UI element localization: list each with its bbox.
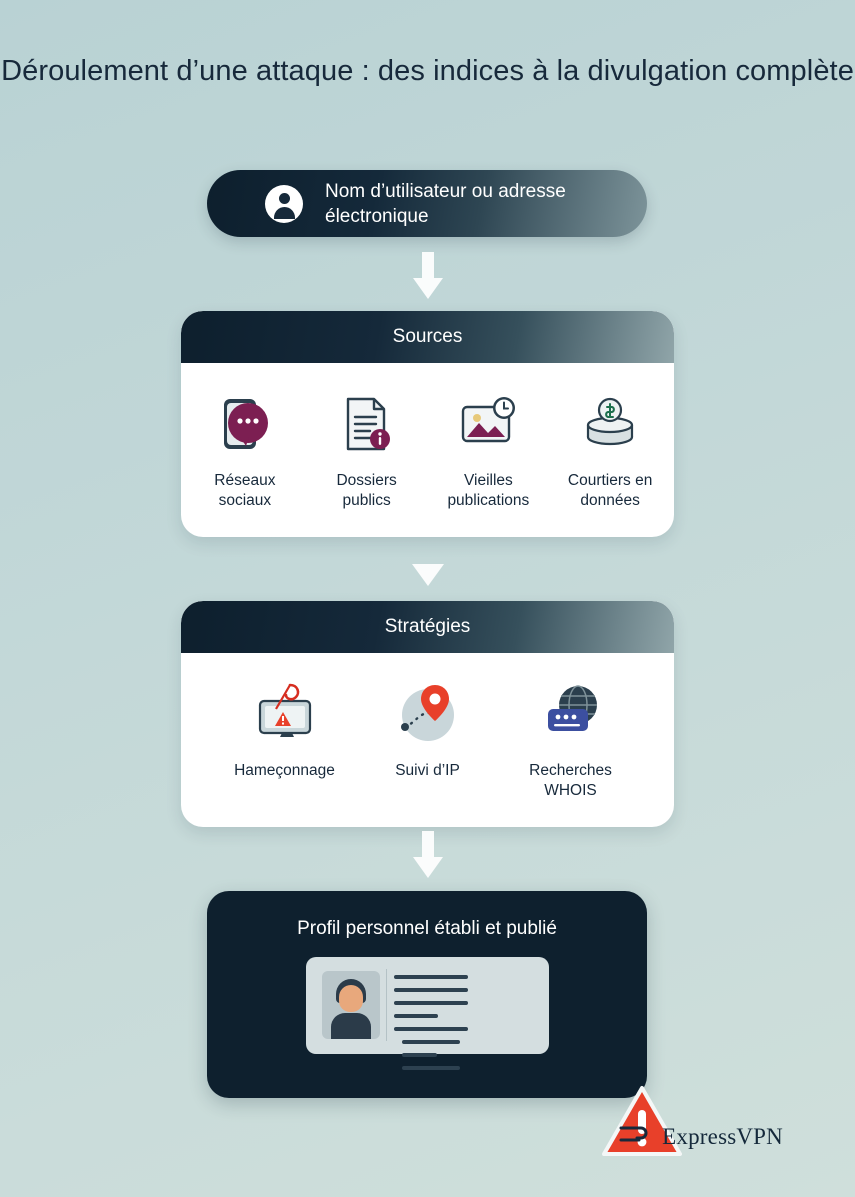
photo-body xyxy=(331,1013,371,1039)
input-pill xyxy=(207,170,647,237)
brand-logo xyxy=(618,1121,783,1152)
whois-globe-database-icon xyxy=(519,679,622,749)
expressvpn-logo-icon xyxy=(618,1121,652,1152)
item-label: Recherches WHOIS xyxy=(529,762,612,799)
social-chat-phone-icon xyxy=(199,389,291,459)
page-title: Déroulement d’une attaque : des indices à la divulgation complète xyxy=(1,55,854,87)
section-strategies-items xyxy=(181,653,674,827)
user-avatar-icon xyxy=(265,185,303,223)
item-vieilles-publications[interactable] xyxy=(443,389,535,511)
old-photo-clock-icon xyxy=(443,389,535,459)
id-line xyxy=(394,1014,438,1018)
id-line xyxy=(394,1001,468,1005)
arrow-down-2 xyxy=(0,560,855,590)
phishing-monitor-hook-icon xyxy=(233,679,336,749)
section-sources-header: Sources xyxy=(181,311,674,363)
final-card-title: Profil personnel établi et publié xyxy=(297,918,557,939)
section-strategies-header: Stratégies xyxy=(181,601,674,653)
item-courtiers-en-donnees[interactable] xyxy=(564,389,656,511)
item-hameconnage[interactable] xyxy=(233,679,336,801)
item-label: Réseaux sociaux xyxy=(214,472,276,509)
arrow-down-1 xyxy=(0,252,855,302)
item-label: Dossiers publics xyxy=(336,472,397,509)
item-suivi-ip[interactable] xyxy=(376,679,479,801)
item-label: Courtiers en données xyxy=(567,472,653,509)
section-strategies xyxy=(181,601,674,827)
ip-location-pin-icon xyxy=(376,679,479,749)
item-label: Hameçonnage xyxy=(234,762,335,779)
item-label: Vieilles publications xyxy=(447,472,530,509)
final-card xyxy=(207,891,647,1098)
arrow-down-3 xyxy=(0,831,855,881)
item-recherches-whois[interactable] xyxy=(519,679,622,801)
id-line xyxy=(402,1040,460,1044)
id-col-right xyxy=(402,1040,460,1079)
id-col-left xyxy=(394,975,468,1040)
photo-head xyxy=(339,985,363,1012)
id-line xyxy=(394,1027,468,1031)
brand-name: ExpressVPN xyxy=(662,1123,783,1149)
input-pill-label: Nom d’utilisateur ou adresse électronique xyxy=(325,180,566,227)
id-line xyxy=(402,1066,460,1070)
id-line xyxy=(402,1053,437,1057)
id-text-lines xyxy=(394,975,534,1079)
section-sources xyxy=(181,311,674,537)
id-divider xyxy=(386,969,387,1041)
item-dossiers-publics[interactable] xyxy=(321,389,413,511)
document-info-icon xyxy=(321,389,413,459)
section-sources-items xyxy=(181,363,674,537)
id-photo xyxy=(322,971,380,1039)
item-reseaux-sociaux[interactable] xyxy=(199,389,291,511)
data-broker-money-icon xyxy=(564,389,656,459)
id-card-warning-icon xyxy=(306,957,549,1054)
item-label: Suivi d’IP xyxy=(395,762,460,779)
id-line xyxy=(394,975,468,979)
id-line xyxy=(394,988,468,992)
